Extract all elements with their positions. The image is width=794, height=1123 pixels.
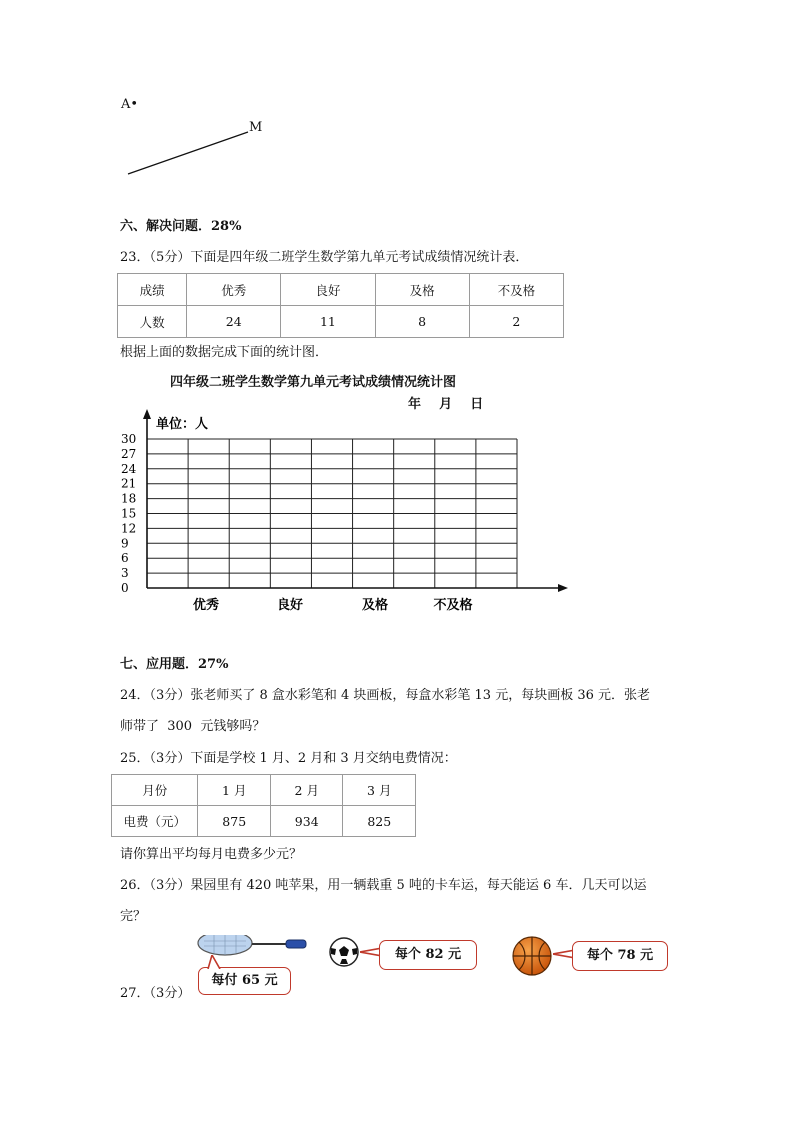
- q25-ask: 请你算出平均每月电费多少元？: [120, 847, 303, 862]
- table-cell: 电费（元）: [112, 806, 198, 837]
- point-m-label: M: [249, 120, 263, 135]
- racket-price-bubble: [198, 967, 291, 995]
- y-tick-label: 18: [121, 491, 137, 506]
- basketball-price-text: 每个 78 元: [586, 948, 654, 963]
- q24-line2: 师带了 300 元钱够吗？: [120, 719, 266, 734]
- line-segment-figure: [120, 125, 260, 180]
- y-tick-label: 6: [121, 551, 129, 566]
- q25-table-row-values: [112, 806, 416, 837]
- chart-title: 四年级二班学生数学第九单元考试成绩情况统计图: [170, 375, 457, 390]
- y-axis-arrow: [143, 409, 151, 419]
- chart-axes: [143, 409, 568, 592]
- y-tick-label: 3: [121, 566, 129, 581]
- y-tick-label: 24: [121, 461, 137, 476]
- y-tick-label: 15: [121, 506, 137, 521]
- table-cell: 934: [270, 806, 343, 837]
- chart-y-ticks: [121, 432, 137, 595]
- y-tick-label: 30: [121, 432, 137, 446]
- table-cell: 成绩: [118, 274, 187, 306]
- table-cell: 1 月: [198, 775, 271, 806]
- section7-heading: 七、应用题．27%: [120, 657, 229, 672]
- q26-line1: 26．（3分）果园里有 420 吨苹果，用一辆载重 5 吨的卡车运，每天能运 6 车．几天可以运: [120, 878, 647, 893]
- q24-line1: 24．（3分）张老师买了 8 盒水彩笔和 4 块画板，每盒水彩笔 13 元，每块画板 36 元．张老: [120, 688, 650, 703]
- point-a-label: A•: [121, 97, 139, 112]
- table-cell: 优秀: [187, 274, 281, 306]
- q25-question: 25．（3分）下面是学校 1 月、2 月和 3 月交纳电费情况：: [120, 751, 457, 766]
- chart-grid: [147, 439, 517, 588]
- y-tick-label: 0: [121, 581, 129, 595]
- bubble-pointer: [206, 955, 222, 969]
- y-tick-label: 12: [121, 521, 137, 536]
- basketball-price-bubble: [572, 941, 668, 971]
- q23-instruction: 根据上面的数据完成下面的统计图．: [120, 345, 329, 360]
- football-price-bubble: [379, 940, 477, 970]
- q23-score-table: [117, 273, 564, 338]
- bar-chart: [110, 405, 580, 620]
- y-tick-label: 9: [121, 536, 129, 551]
- table-cell: 825: [343, 806, 416, 837]
- y-tick-label: 21: [121, 476, 137, 491]
- chart-y-axis-label: 单位：人: [156, 417, 209, 432]
- q27-label: 27．（3分）: [120, 986, 191, 1001]
- basketball-icon: [511, 935, 553, 977]
- table-cell: 24: [187, 306, 281, 338]
- q23-question: 23．（5分）下面是四年级二班学生数学第九单元考试成绩情况统计表．: [120, 250, 529, 265]
- table-cell: 8: [375, 306, 469, 338]
- line-segment: [128, 132, 248, 174]
- q26-line2: 完？: [120, 909, 147, 924]
- table-cell: 2: [469, 306, 563, 338]
- q23-table-row-header: [118, 274, 564, 306]
- table-cell: 875: [198, 806, 271, 837]
- x-tick-label: 及格: [361, 598, 389, 613]
- point-a-text: A: [121, 97, 131, 112]
- q23-table-row-values: [118, 306, 564, 338]
- q25-table-row-header: [112, 775, 416, 806]
- x-tick-label: 优秀: [192, 598, 220, 613]
- football-price-text: 每个 82 元: [394, 947, 462, 962]
- table-cell: 2 月: [270, 775, 343, 806]
- section6-heading: 六、解决问题．28%: [120, 219, 242, 234]
- table-cell: 人数: [118, 306, 187, 338]
- y-tick-label: 27: [121, 446, 137, 461]
- chart-x-ticks: [193, 597, 473, 613]
- q25-electricity-table: [111, 774, 416, 837]
- x-tick-label: 良好: [276, 598, 304, 613]
- racket-price-text: 每付 65 元: [211, 973, 278, 988]
- table-cell: 及格: [375, 274, 469, 306]
- football-icon: [328, 936, 360, 968]
- x-axis-arrow: [558, 584, 568, 592]
- x-tick-label: 不及格: [433, 598, 473, 613]
- table-cell: 良好: [281, 274, 375, 306]
- chart-date-line: 年 月 日: [408, 397, 484, 412]
- table-cell: 11: [281, 306, 375, 338]
- table-cell: 3 月: [343, 775, 416, 806]
- table-cell: 月份: [112, 775, 198, 806]
- table-cell: 不及格: [469, 274, 563, 306]
